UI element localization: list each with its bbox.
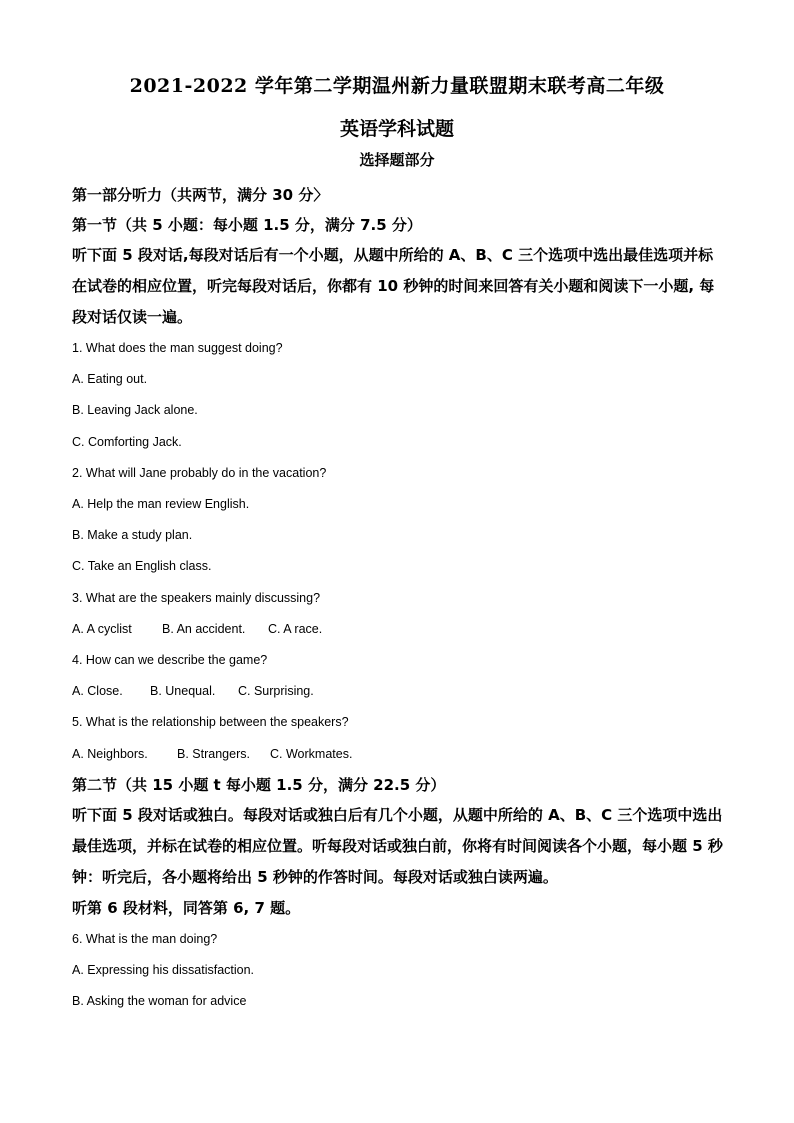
question-4-option-a: A. Close.	[72, 684, 123, 699]
question-4-options	[72, 676, 724, 707]
question-5-option-c: C. Workmates.	[270, 746, 353, 761]
question-5-option-b: B. Strangers.	[177, 746, 250, 761]
material6-heading: 听第 6 段材料，同答第 6, 7 题。	[72, 898, 301, 917]
question-5-option-a: A. Neighbors.	[72, 746, 148, 761]
question-4-stem: 4. How can we describe the game?	[72, 653, 268, 668]
question-3-option-c: C. A race.	[268, 621, 323, 636]
question-1-option-a: A. Eating out.	[72, 372, 148, 387]
section1-heading: 第一节（共 5 小题：每小题 1.5 分，满分 7.5 分）	[72, 216, 422, 234]
question-6-option-b: B. Asking the woman for advice	[72, 994, 247, 1009]
section2-heading: 第二节（共 15 小题 t 每小题 1.5 分，满分 22.5 分）	[72, 775, 446, 794]
exam-title: 2021-2022 学年第二学期温州新力量联盟期末联考高二年级	[129, 75, 665, 97]
exam-content	[72, 180, 724, 1017]
question-6-stem: 6. What is the man doing?	[72, 931, 218, 946]
part1-heading: 第一部分听力（共两节，满分 30 分〉	[72, 186, 329, 204]
question-2-option-b: B. Make a study plan.	[72, 528, 193, 543]
question-5-options	[72, 739, 724, 770]
question-2-option-c: C. Take an English class.	[72, 559, 212, 574]
section2-instruction: 听下面 5 段对话或独白。每段对话或独白后有几个小题，从题中所给的 A、B、C 三个选项中选出最佳选项，并标在试卷的相应位置。听每段对话或独白前，你将有时间阅读各个小题，每小题 5 秒钟：听完后，各小题将给出 5 秒钟的作答时间。每段对话或独白读两遍。	[72, 805, 723, 886]
question-4-option-c: C. Surprising.	[238, 684, 314, 699]
question-1-option-c: C. Comforting Jack.	[72, 434, 182, 449]
subject-title: 英语学科试题	[339, 118, 454, 140]
question-1-option-b: B. Leaving Jack alone.	[72, 403, 198, 418]
question-1-stem: 1. What does the man suggest doing?	[72, 341, 283, 355]
question-4-option-b: B. Unequal.	[150, 684, 216, 699]
question-2-stem: 2. What will Jane probably do in the vacation?	[72, 465, 327, 480]
section-title: 选择题部分	[359, 151, 435, 169]
question-2-option-a: A. Help the man review English.	[72, 497, 250, 512]
question-3-option-a: A. A cyclist	[72, 621, 132, 636]
section1-instruction: 听下面 5 段对话,每段对话后有一个小题，从题中所给的 A、B、C 三个选项中选出最佳选项并标在试卷的相应位置，听完每段对话后，你都有 10 秒钟的时间来回答有关小题和阅读下一小题, 每段对话仅读一遍。	[72, 246, 715, 326]
question-6-option-a: A. Expressing his dissatisfaction.	[72, 963, 255, 978]
question-3-option-b: B. An accident.	[162, 621, 246, 636]
question-3-options	[72, 614, 724, 645]
question-3-stem: 3. What are the speakers mainly discussing?	[72, 590, 321, 605]
question-5-stem: 5. What is the relationship between the speakers?	[72, 715, 349, 730]
